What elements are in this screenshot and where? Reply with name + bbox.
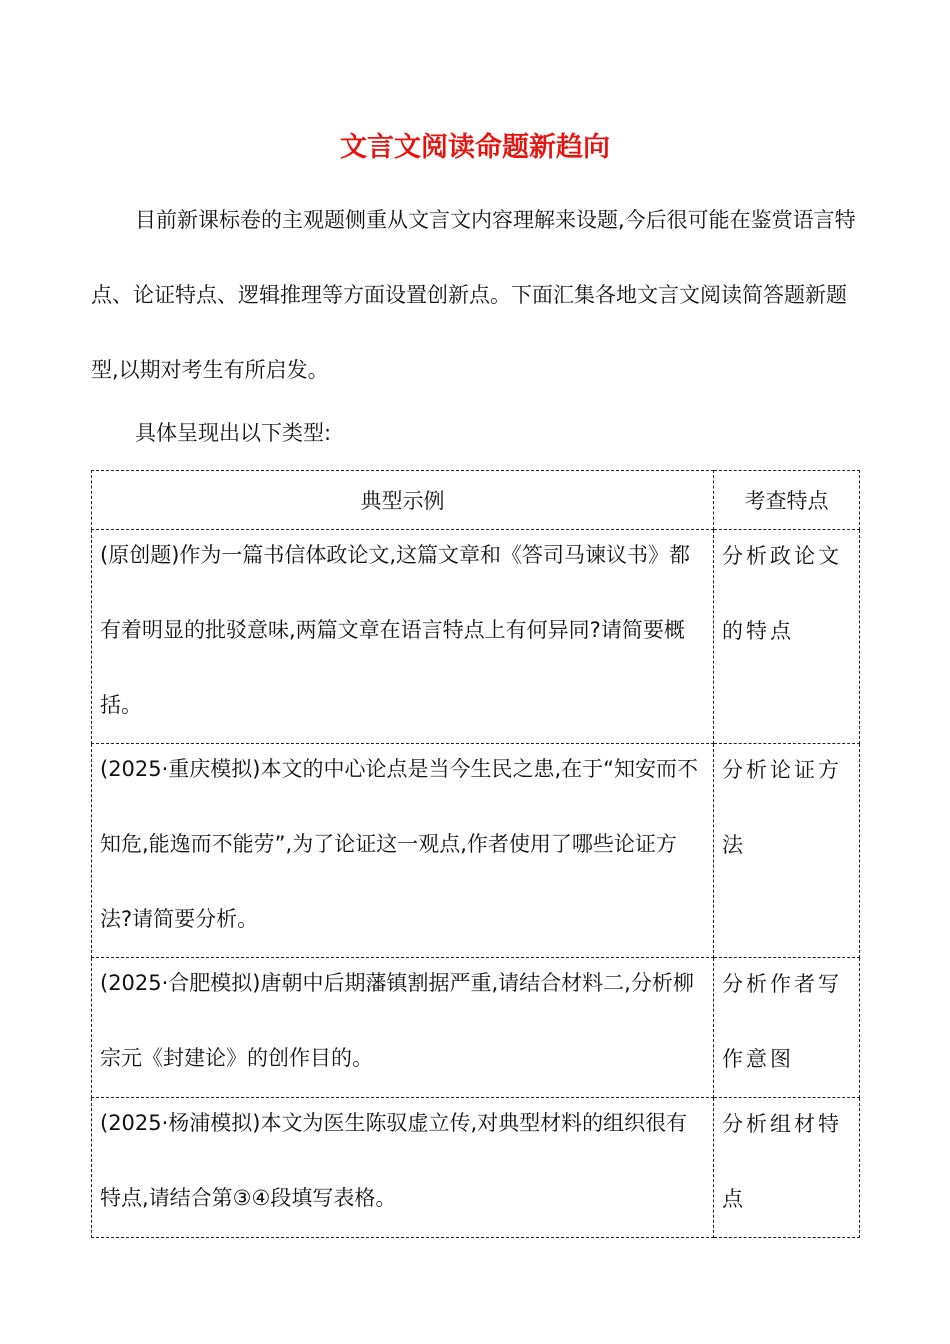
intro-text: 目前新课标卷的主观题侧重从文言文内容理解来设题,今后很可能在鉴赏语言特点、论证特点、逻辑推理等方面设置创新点。下面汇集各地文言文阅读简答题新题型,以期对考生有所启发。 — [91, 208, 856, 382]
header-example: 典型示例 — [92, 471, 714, 530]
page-title: 文言文阅读命题新趋向 — [340, 132, 610, 163]
table-row — [92, 958, 860, 1098]
types-intro: 具体呈现出以下类型: — [135, 421, 332, 445]
intro-paragraph — [91, 183, 861, 408]
example-cell: (2025·杨浦模拟)本文为医生陈驭虚立传,对典型材料的组织很有特点,请结合第③④段填写表格。 — [100, 1111, 688, 1210]
header-feature: 考查特点 — [714, 471, 860, 530]
example-cell: (2025·合肥模拟)唐朝中后期藩镇割据严重,请结合材料二,分析柳宗元《封建论》的创作目的。 — [100, 971, 694, 1070]
feature-cell: 分析组材特点 — [722, 1112, 842, 1211]
example-cell: (原创题)作为一篇书信体政论文,这篇文章和《答司马谏议书》都有着明显的批驳意味,两篇文章在语言特点上有何异同?请简要概括。 — [100, 543, 691, 717]
feature-cell: 分析论证方法 — [722, 758, 842, 857]
table-row — [92, 744, 860, 958]
table-row — [92, 1098, 860, 1238]
table-row — [92, 530, 860, 744]
question-types-table — [91, 470, 860, 1238]
feature-cell: 分析政论文的特点 — [722, 544, 842, 643]
feature-cell: 分析作者写作意图 — [722, 972, 842, 1071]
example-cell: (2025·重庆模拟)本文的中心论点是当今生民之患,在于“知安而不知危,能逸而不能劳”,为了论证这一观点,作者使用了哪些论证方法?请简要分析。 — [100, 757, 699, 931]
